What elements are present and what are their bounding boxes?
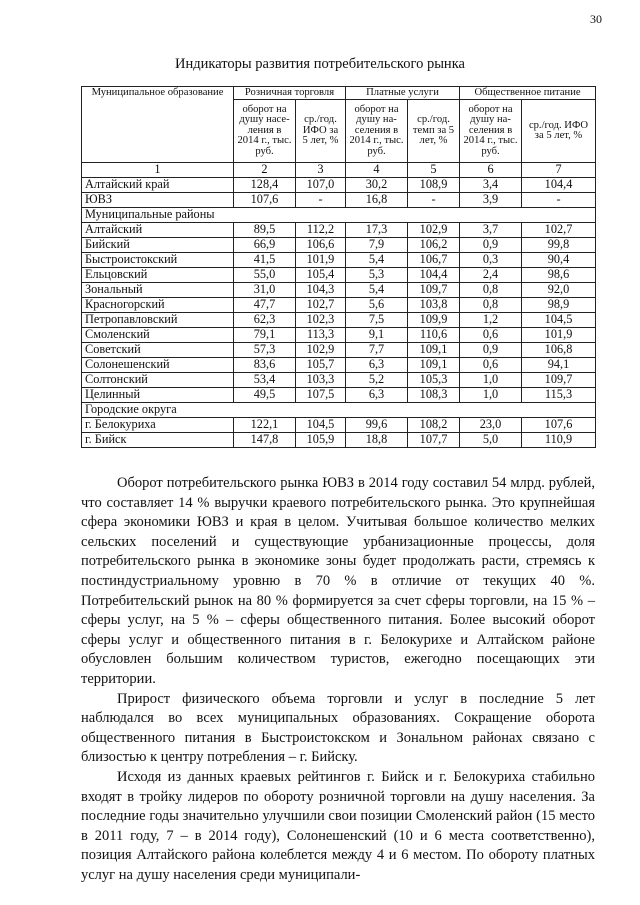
page-number: 30 xyxy=(590,12,602,26)
table-row xyxy=(82,373,596,388)
table-cell: 107,5 xyxy=(296,388,346,403)
table-cell: - xyxy=(408,193,460,208)
table-cell: 3,7 xyxy=(460,223,522,238)
table-cell: 105,4 xyxy=(296,268,346,283)
municipality-name: Солтонский xyxy=(82,373,234,388)
municipality-name: Ельцовский xyxy=(82,268,234,283)
table-cell: 94,1 xyxy=(522,358,596,373)
table-cell: 3,9 xyxy=(460,193,522,208)
table-cell: 102,9 xyxy=(296,343,346,358)
table-title: Индикаторы развития потребительского рынка xyxy=(175,56,465,72)
table-cell: 101,9 xyxy=(522,328,596,343)
table-cell: 92,0 xyxy=(522,283,596,298)
table-cell: 147,8 xyxy=(234,433,296,448)
table-cell: 113,3 xyxy=(296,328,346,343)
table-cell: 55,0 xyxy=(234,268,296,283)
indicators-table xyxy=(81,86,596,448)
group-header-paid-services: Платные услуги xyxy=(346,87,460,100)
table-cell: 41,5 xyxy=(234,253,296,268)
table-cell: 102,9 xyxy=(408,223,460,238)
municipality-name: Красногорский xyxy=(82,298,234,313)
table-cell: 98,6 xyxy=(522,268,596,283)
table-row xyxy=(82,178,596,193)
column-number: 7 xyxy=(522,163,596,178)
table-cell: 102,7 xyxy=(522,223,596,238)
table-cell: 1,0 xyxy=(460,373,522,388)
table-cell: 0,6 xyxy=(460,328,522,343)
table-cell: 5,6 xyxy=(346,298,408,313)
table-row xyxy=(82,358,596,373)
subheader-services-rate: ср./год. темп за 5 лет, % xyxy=(408,100,460,163)
table-cell: 7,9 xyxy=(346,238,408,253)
table-cell: 110,6 xyxy=(408,328,460,343)
table-cell: 99,8 xyxy=(522,238,596,253)
paragraph: Исходя из данных краевых рейтингов г. Бийск и г. Белокуриха стабильно входят в тройку лидеров по обороту розничной торговли на душу населения. За последние годы значительно улучшили свои позиции Смоленский район (15 место в 2011 году, 7 – в 2014 году), Солонешенский (10 и 6 места соответственно), позиция Алтайского района колеблется между 4 и 6 местом. По обороту платных услуг на душу населения среди муниципали- xyxy=(81,768,595,883)
table-row xyxy=(82,283,596,298)
municipality-name: г. Бийск xyxy=(82,433,234,448)
subheader-services-turnover: оборот на душу на-селения в 2014 г., тыс. руб. xyxy=(346,100,408,163)
table-row xyxy=(82,298,596,313)
table-row xyxy=(82,313,596,328)
table-row xyxy=(82,238,596,253)
table-cell: 102,7 xyxy=(296,298,346,313)
table-cell: 18,8 xyxy=(346,433,408,448)
table-cell: 2,4 xyxy=(460,268,522,283)
table-cell: 6,3 xyxy=(346,388,408,403)
column-number: 5 xyxy=(408,163,460,178)
table-cell: 109,1 xyxy=(408,343,460,358)
table-cell: 106,2 xyxy=(408,238,460,253)
table-cell: 109,1 xyxy=(408,358,460,373)
table-cell: 109,9 xyxy=(408,313,460,328)
table-cell: 103,3 xyxy=(296,373,346,388)
table-cell: 1,2 xyxy=(460,313,522,328)
column-number: 1 xyxy=(82,163,234,178)
table-cell: 62,3 xyxy=(234,313,296,328)
table-row xyxy=(82,268,596,283)
table-cell: 99,6 xyxy=(346,418,408,433)
table-cell: 106,7 xyxy=(408,253,460,268)
table-cell: 105,7 xyxy=(296,358,346,373)
municipality-name: Петропавловский xyxy=(82,313,234,328)
group-header-retail: Розничная торговля xyxy=(234,87,346,100)
table-cell: 108,9 xyxy=(408,178,460,193)
table-cell: 112,2 xyxy=(296,223,346,238)
section-row xyxy=(82,208,596,223)
table-cell: 109,7 xyxy=(522,373,596,388)
table-cell: 108,2 xyxy=(408,418,460,433)
table-row xyxy=(82,253,596,268)
table-cell: 128,4 xyxy=(234,178,296,193)
table-cell: 83,6 xyxy=(234,358,296,373)
municipality-name: Целинный xyxy=(82,388,234,403)
table-cell: 6,3 xyxy=(346,358,408,373)
table-cell: 107,6 xyxy=(522,418,596,433)
table-cell: 104,4 xyxy=(408,268,460,283)
table-cell: 3,4 xyxy=(460,178,522,193)
table-cell: 105,9 xyxy=(296,433,346,448)
column-number: 6 xyxy=(460,163,522,178)
municipality-name: ЮВЗ xyxy=(82,193,234,208)
table-cell: 9,1 xyxy=(346,328,408,343)
table-cell: 104,5 xyxy=(522,313,596,328)
table-cell: 108,3 xyxy=(408,388,460,403)
table-cell: 5,4 xyxy=(346,253,408,268)
paragraph: Оборот потребительского рынка ЮВЗ в 2014 году составил 54 млрд. рублей, что составляет 14 % выручки краевого потребительского рынка. Это крупнейшая сфера экономики ЮВЗ и края в целом. Учитывая большое количество мелких сельских поселений и существующие урбанизационные процессы, доля потребительского рынка в экономике зоны будет продолжать расти, стремясь к постиндустриальному уровню в 70 % в отличие от текущих 40 %. Потребительский рынок на 80 % формируется за счет сферы торговли, на 15 % – сферы услуг, на 5 % – сферы общественного питания. Более высокий оборот сферы услуг и общественного питания в г. Белокурихе и Алтайском районе обусловлен большим количеством туристов, ежегодно посещающих эти территории. xyxy=(81,475,595,687)
table-cell: 49,5 xyxy=(234,388,296,403)
table-cell: 5,0 xyxy=(460,433,522,448)
table-cell: 106,6 xyxy=(296,238,346,253)
section-label: Городские округа xyxy=(82,403,596,418)
table-cell: 57,3 xyxy=(234,343,296,358)
table-row xyxy=(82,433,596,448)
table-cell: 31,0 xyxy=(234,283,296,298)
table-cell: 53,4 xyxy=(234,373,296,388)
table-cell: 107,7 xyxy=(408,433,460,448)
table-row xyxy=(82,223,596,238)
subheader-retail-turnover: оборот на душу насе-ления в 2014 г., тыс. руб. xyxy=(234,100,296,163)
table-cell: 5,4 xyxy=(346,283,408,298)
subheader-catering-index: ср./год. ИФО за 5 лет, % xyxy=(522,100,596,163)
table-cell: 101,9 xyxy=(296,253,346,268)
table-cell: 109,7 xyxy=(408,283,460,298)
table-cell: 106,8 xyxy=(522,343,596,358)
municipality-name: Алтайский xyxy=(82,223,234,238)
table-cell: 5,2 xyxy=(346,373,408,388)
table-cell: - xyxy=(296,193,346,208)
municipality-name: Бийский xyxy=(82,238,234,253)
municipality-name: Советский xyxy=(82,343,234,358)
table-cell: 104,4 xyxy=(522,178,596,193)
table-cell: 102,3 xyxy=(296,313,346,328)
table-cell: 107,0 xyxy=(296,178,346,193)
body-text xyxy=(81,474,595,885)
table-row xyxy=(82,343,596,358)
table-cell: 0,9 xyxy=(460,343,522,358)
table-cell: 0,3 xyxy=(460,253,522,268)
subheader-catering-turnover: оборот на душу на-селения в 2014 г., тыс. руб. xyxy=(460,100,522,163)
column-number: 3 xyxy=(296,163,346,178)
section-row xyxy=(82,403,596,418)
table-cell: 0,6 xyxy=(460,358,522,373)
table-cell: 105,3 xyxy=(408,373,460,388)
table-body xyxy=(82,178,596,448)
table-cell: 122,1 xyxy=(234,418,296,433)
municipality-name: Смоленский xyxy=(82,328,234,343)
table-cell: 66,9 xyxy=(234,238,296,253)
table-cell: 23,0 xyxy=(460,418,522,433)
table-cell: 0,8 xyxy=(460,298,522,313)
table-cell: 107,6 xyxy=(234,193,296,208)
table-cell: 90,4 xyxy=(522,253,596,268)
table-cell: 5,3 xyxy=(346,268,408,283)
section-label: Муниципальные районы xyxy=(82,208,596,223)
table-cell: 16,8 xyxy=(346,193,408,208)
table-row xyxy=(82,328,596,343)
table-cell: 98,9 xyxy=(522,298,596,313)
column-number: 2 xyxy=(234,163,296,178)
municipality-name: Алтайский край xyxy=(82,178,234,193)
table-cell: 103,8 xyxy=(408,298,460,313)
municipality-name: Зональный xyxy=(82,283,234,298)
table-cell: 17,3 xyxy=(346,223,408,238)
table-cell: 104,3 xyxy=(296,283,346,298)
subheader-retail-index: ср./год. ИФО за 5 лет, % xyxy=(296,100,346,163)
table-cell: 47,7 xyxy=(234,298,296,313)
table-cell: 89,5 xyxy=(234,223,296,238)
table-cell: 1,0 xyxy=(460,388,522,403)
group-header-catering: Общественное питание xyxy=(460,87,596,100)
municipality-header: Муниципальное образование xyxy=(82,87,234,163)
table-cell: 7,7 xyxy=(346,343,408,358)
table-row xyxy=(82,193,596,208)
table-cell: 30,2 xyxy=(346,178,408,193)
municipality-name: г. Белокуриха xyxy=(82,418,234,433)
column-number-row xyxy=(82,163,596,178)
municipality-name: Быстроистокский xyxy=(82,253,234,268)
table-row xyxy=(82,418,596,433)
table-cell: - xyxy=(522,193,596,208)
table-cell: 110,9 xyxy=(522,433,596,448)
table-row xyxy=(82,388,596,403)
table-cell: 104,5 xyxy=(296,418,346,433)
table-cell: 7,5 xyxy=(346,313,408,328)
municipality-name: Солонешенский xyxy=(82,358,234,373)
paragraph: Прирост физического объема торговли и услуг в последние 5 лет наблюдался во всех муниципальных образованиях. Сокращение оборота общественного питания в Быстроистокском и Зональном районах связано с близостью к центру потребления – г. Бийску. xyxy=(81,690,595,766)
table-cell: 0,8 xyxy=(460,283,522,298)
table-cell: 115,3 xyxy=(522,388,596,403)
column-number: 4 xyxy=(346,163,408,178)
table-cell: 0,9 xyxy=(460,238,522,253)
table-cell: 79,1 xyxy=(234,328,296,343)
